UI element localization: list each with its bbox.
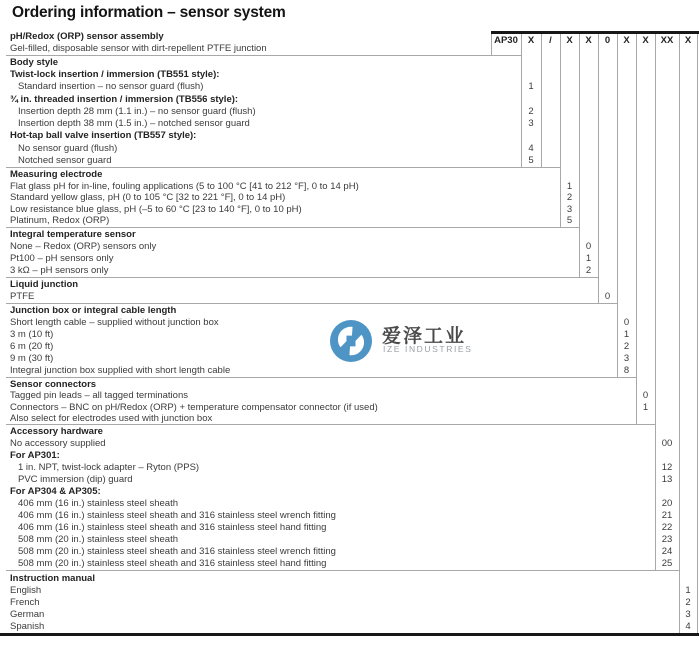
option-code: 1: [685, 585, 691, 596]
option-label: No sensor guard (flush): [18, 142, 118, 154]
section-header-row: [0, 426, 699, 438]
option-label: Integral junction box supplied with short length cable: [10, 365, 231, 376]
section-header-row: [0, 279, 699, 291]
option-row: [0, 534, 699, 546]
section-header-label: Accessory hardware: [10, 426, 103, 437]
table-bottom-bar: [0, 633, 699, 636]
watermark-chinese-text: 爱泽工业: [382, 325, 467, 347]
option-row: [0, 390, 699, 401]
model-code-cell: /: [549, 35, 552, 46]
option-code: 21: [661, 510, 673, 521]
section-header-label: Sensor connectors: [10, 379, 97, 390]
option-row: [0, 143, 699, 155]
option-label: Connectors – BNC on pH/Redox (ORP) + temperature compensator connector (if used): [10, 401, 378, 413]
option-label: Flat glass pH for in-line, fouling applications (5 to 100 °C [41 to 212 °F], 0 to 14 pH): [10, 180, 359, 192]
option-label: English: [10, 585, 42, 596]
option-row: [0, 81, 699, 93]
option-row: [0, 291, 699, 303]
section-header-row: [0, 229, 699, 241]
model-code-cell: XX: [660, 35, 674, 46]
option-row: [0, 609, 699, 621]
section-rule: [6, 570, 679, 571]
option-row: [0, 510, 699, 522]
option-code: 1: [528, 81, 534, 93]
section-header-label: ¾ in. threaded insertion / immersion (TB556 style):: [10, 93, 239, 105]
option-code: 22: [661, 522, 673, 533]
section-rule: [6, 377, 636, 378]
option-label: 406 mm (16 in.) stainless steel sheath: [18, 498, 178, 509]
option-label: 6 m (20 ft): [10, 341, 54, 352]
section-header-label: Measuring electrode: [10, 169, 103, 180]
section-header-row: [0, 31, 699, 43]
option-row: [0, 474, 699, 486]
option-label: PVC immersion (dip) guard: [18, 474, 133, 485]
option-label: Pt100 – pH sensors only: [10, 253, 114, 264]
option-row: [0, 43, 699, 55]
model-code-cell: X: [623, 35, 630, 46]
section-header-row: [0, 169, 699, 181]
section-rule: [6, 55, 521, 56]
option-code: 1: [642, 401, 649, 413]
model-code-cell: X: [642, 35, 649, 46]
section-header-label: Instruction manual: [10, 573, 95, 584]
section-header-label: For AP301:: [10, 450, 60, 461]
option-row: [0, 585, 699, 597]
option-label: Notched sensor guard: [18, 154, 112, 166]
section-header-row: [0, 94, 699, 106]
option-label: 508 mm (20 in.) stainless steel sheath and 316 stainless steel wrench fitting: [18, 546, 336, 557]
option-code: 00: [661, 438, 673, 449]
option-row: [0, 118, 699, 130]
section-header-row: [0, 486, 699, 498]
option-label: 508 mm (20 in.) stainless steel sheath and 316 stainless steel hand fitting: [18, 558, 327, 569]
section-header-label: For AP304 & AP305:: [10, 486, 101, 497]
section-header-row: [0, 573, 699, 585]
option-row: [0, 413, 699, 424]
option-label: None – Redox (ORP) sensors only: [10, 241, 157, 252]
option-row: [0, 558, 699, 570]
option-label: Short length cable – supplied without junction box: [10, 317, 219, 328]
option-row: [0, 462, 699, 474]
section-header-label: Junction box or integral cable length: [10, 305, 177, 316]
option-row: [0, 597, 699, 609]
option-label: Standard yellow glass, pH (0 to 105 °C [32 to 221 °F], 0 to 14 pH): [10, 192, 286, 204]
model-code-cell: X: [527, 35, 535, 46]
option-label: Platinum, Redox (ORP): [10, 215, 110, 227]
option-code: 25: [661, 558, 673, 569]
option-label: Insertion depth 38 mm (1.5 in.) – notched sensor guard: [18, 118, 250, 130]
option-row: [0, 265, 699, 277]
model-prefix-cell: AP30: [494, 35, 518, 46]
option-label: PTFE: [10, 291, 35, 302]
section-header-row: [0, 130, 699, 142]
option-code: 24: [661, 546, 673, 557]
option-code: 3: [685, 609, 691, 620]
section-header-label: Liquid junction: [10, 279, 79, 290]
option-row: [0, 215, 699, 227]
option-row: [0, 522, 699, 534]
page-title: Ordering information – sensor system: [12, 4, 286, 21]
model-code-cell: X: [684, 35, 692, 46]
option-label: Tagged pin leads – all tagged terminations: [10, 390, 188, 402]
section-header-label: pH/Redox (ORP) sensor assembly: [10, 31, 164, 42]
section-header-row: [0, 450, 699, 462]
option-code: 1: [585, 253, 592, 264]
option-code: 4: [685, 621, 691, 632]
option-label: Spanish: [10, 621, 45, 632]
section-header-label: Twist-lock insertion / immersion (TB551 style):: [10, 69, 220, 81]
model-code-cell: X: [566, 35, 573, 46]
option-label: 406 mm (16 in.) stainless steel sheath and 316 stainless steel wrench fitting: [18, 510, 336, 521]
watermark: [318, 312, 488, 370]
option-code: 2: [585, 265, 592, 276]
section-rule: [6, 303, 617, 304]
option-row: [0, 241, 699, 253]
section-header-row: [0, 57, 699, 69]
option-code: 23: [661, 534, 673, 545]
option-code: 5: [528, 154, 534, 166]
section-rule: [6, 277, 598, 278]
section-header-row: [0, 379, 699, 390]
option-label: 508 mm (20 in.) stainless steel sheath: [18, 534, 178, 545]
option-code: 5: [566, 215, 573, 227]
option-code: 0: [623, 317, 630, 328]
option-row: [0, 181, 699, 193]
section-rule: [6, 167, 560, 168]
section-header-row: [0, 69, 699, 81]
option-code: 0: [604, 291, 611, 302]
option-row: [0, 253, 699, 265]
option-label: Gel-filled, disposable sensor with dirt-repellent PTFE junction: [10, 43, 267, 54]
option-code: 3: [566, 203, 573, 215]
section-header-label: Body style: [10, 57, 59, 68]
option-code: 0: [585, 241, 592, 252]
option-row: [0, 402, 699, 413]
option-label: Insertion depth 28 mm (1.1 in.) – no sensor guard (flush): [18, 105, 256, 117]
option-code: 2: [528, 105, 534, 117]
option-row: [0, 106, 699, 118]
option-label: Low resistance blue glass, pH (–5 to 60 °C [23 to 140 °F], 0 to 10 pH): [10, 203, 302, 215]
section-rule: [6, 227, 579, 228]
option-label: 3 kΩ – pH sensors only: [10, 265, 109, 276]
option-label: 3 m (10 ft): [10, 329, 54, 340]
watermark-latin-text: IZE INDUSTRIES: [383, 344, 473, 354]
option-label: German: [10, 609, 45, 620]
option-label: 9 m (30 ft): [10, 353, 54, 364]
option-code: 8: [623, 365, 630, 376]
option-code: 12: [661, 462, 673, 473]
option-label: Standard insertion – no sensor guard (flush): [18, 81, 204, 93]
section-rule: [6, 424, 655, 425]
option-code: 3: [623, 353, 630, 364]
ize-logo-icon: [330, 320, 372, 362]
option-code: 4: [528, 142, 534, 154]
option-label: No accessory supplied: [10, 438, 106, 449]
model-code-cell: X: [585, 35, 592, 46]
model-code-cell: 0: [604, 35, 611, 46]
option-row: [0, 192, 699, 204]
option-label: 1 in. NPT, twist-lock adapter – Ryton (PPS): [18, 462, 200, 473]
option-row: [0, 546, 699, 558]
section-header-label: Integral temperature sensor: [10, 229, 136, 240]
section-header-label: Hot-tap ball valve insertion (TB557 style):: [10, 130, 197, 142]
option-row: [0, 621, 699, 633]
option-code: 20: [661, 498, 673, 509]
option-code: 2: [566, 192, 573, 204]
option-row: [0, 155, 699, 167]
option-code: 13: [661, 474, 673, 485]
option-label: French: [10, 597, 40, 608]
option-code: 1: [623, 329, 630, 340]
option-code: 2: [685, 597, 691, 608]
option-label: 406 mm (16 in.) stainless steel sheath and 316 stainless steel hand fitting: [18, 522, 327, 533]
option-code: 0: [642, 390, 649, 402]
option-row: [0, 498, 699, 510]
option-label: Also select for electrodes used with junction box: [10, 412, 213, 424]
option-row: [0, 438, 699, 450]
option-row: [0, 204, 699, 216]
option-code: 2: [623, 341, 630, 352]
option-code: 3: [528, 118, 534, 130]
option-code: 1: [566, 180, 573, 192]
